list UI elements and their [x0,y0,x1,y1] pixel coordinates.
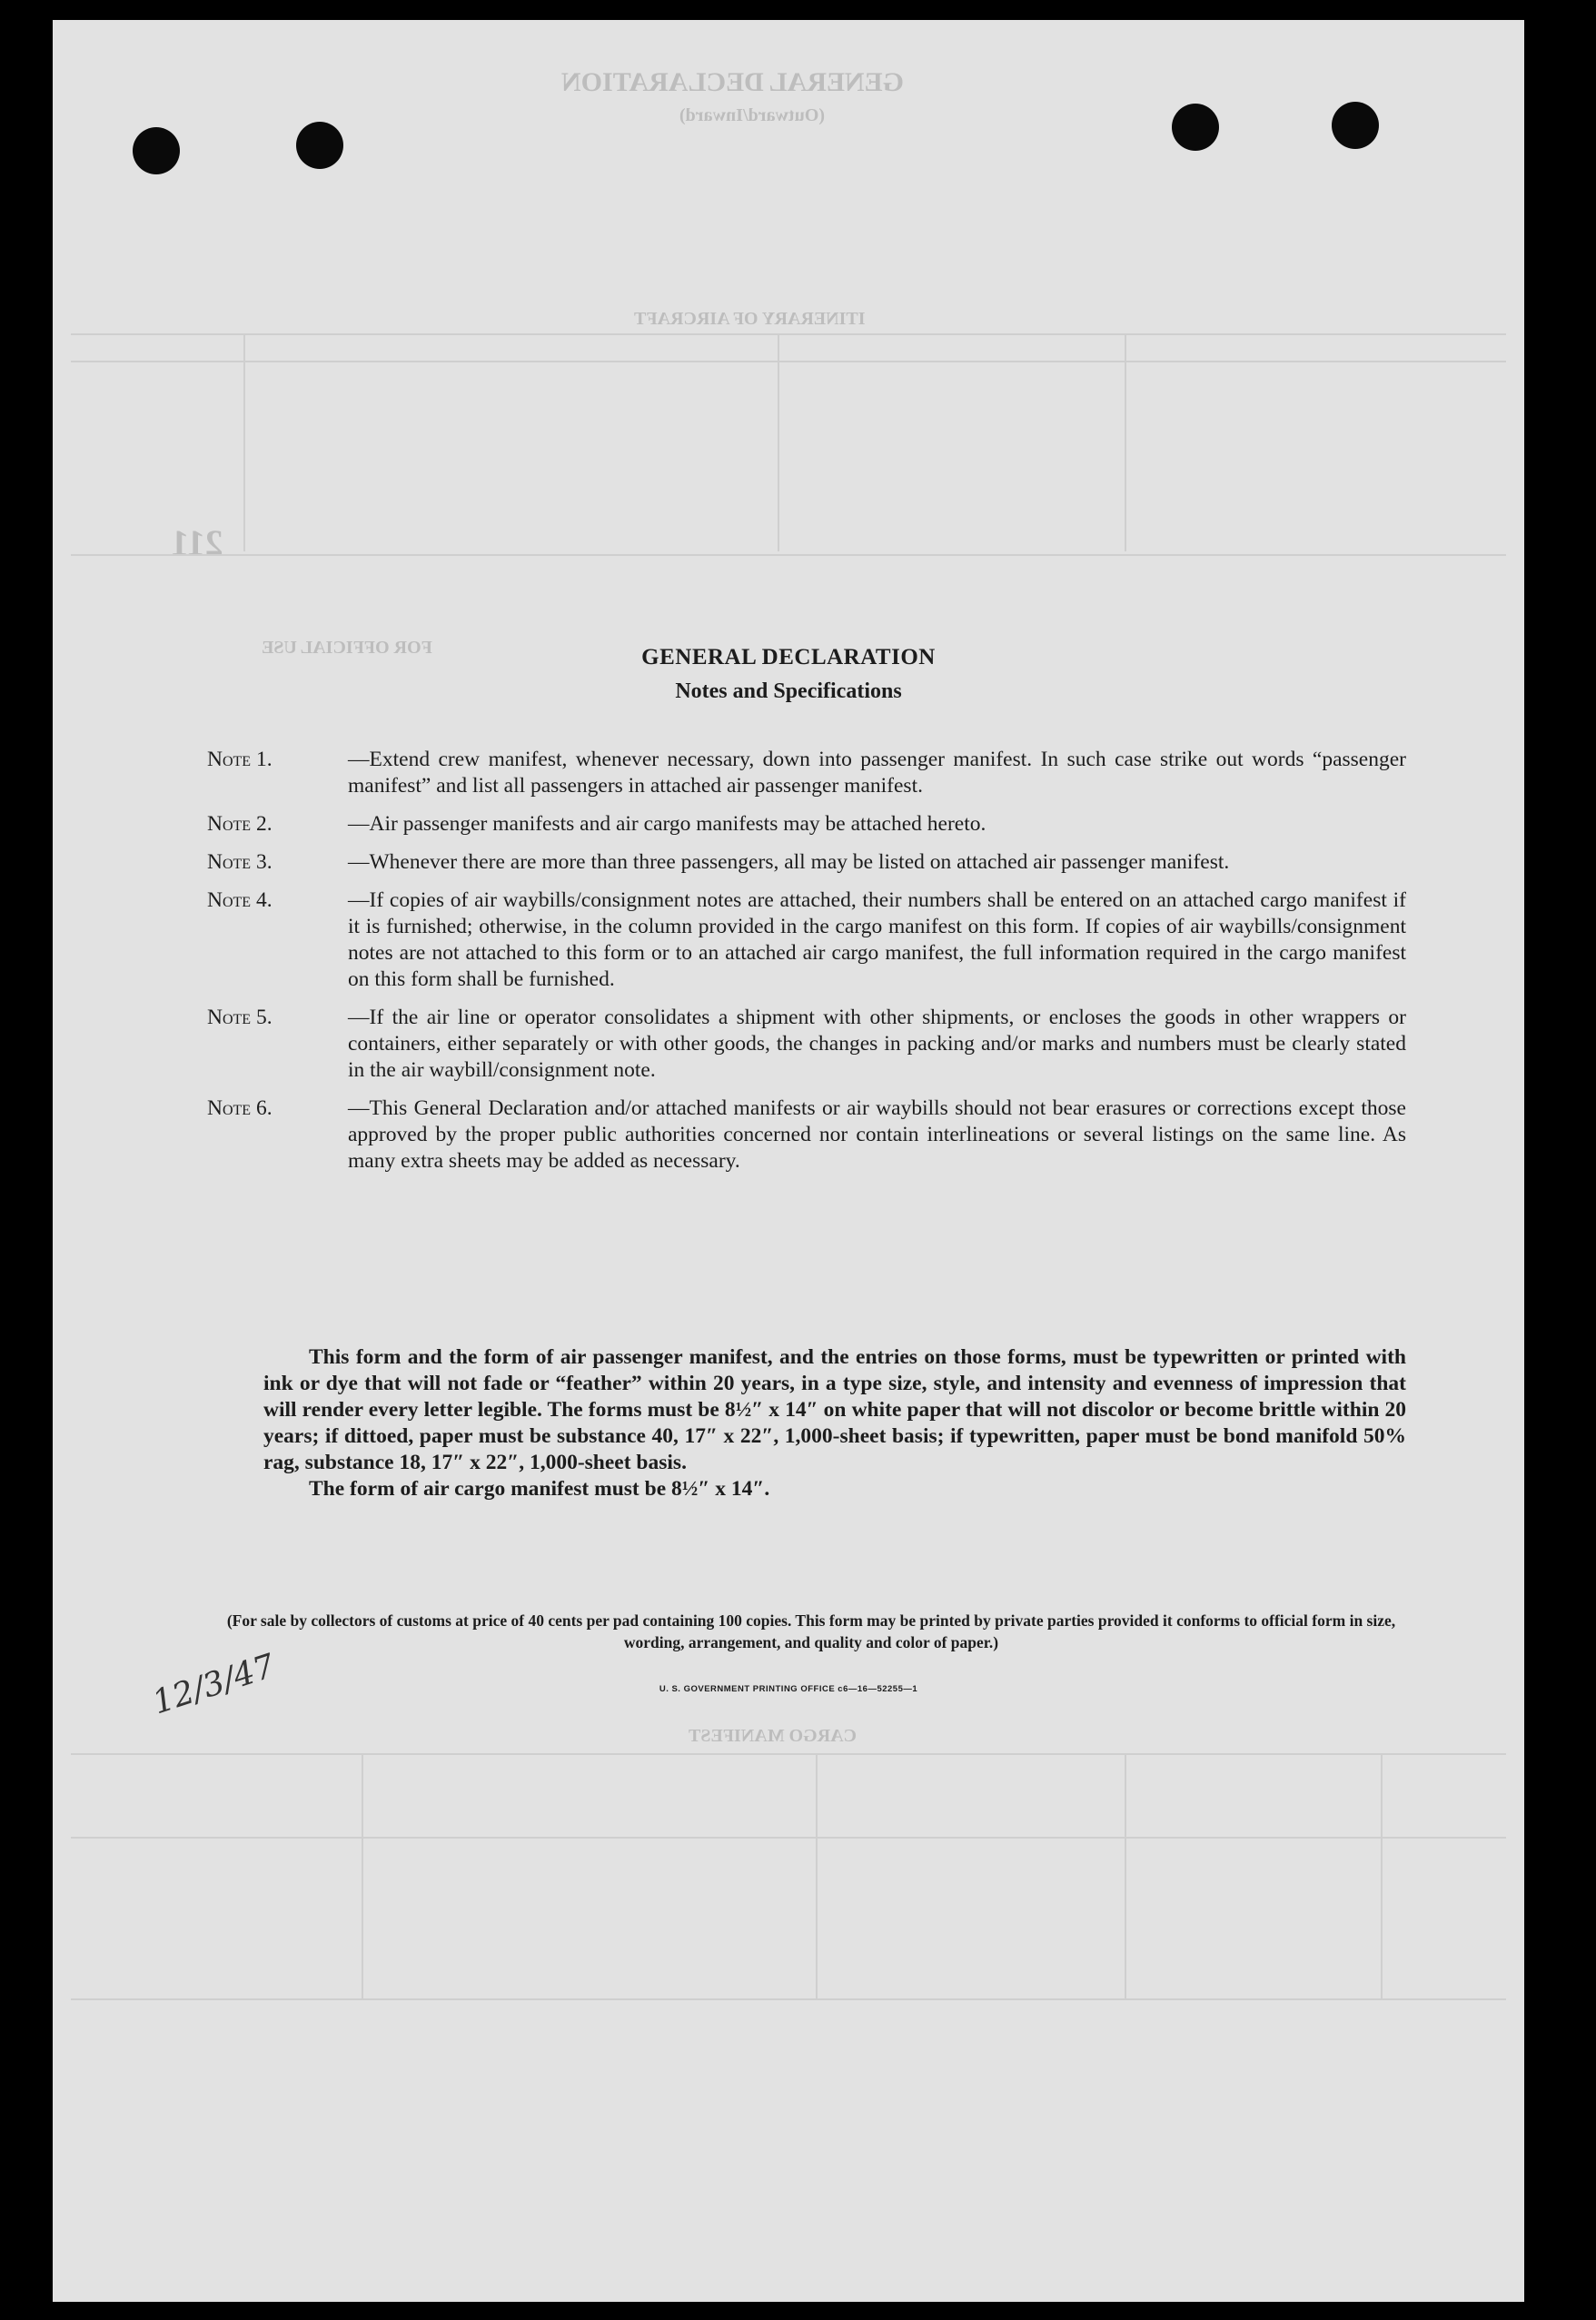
note-text: —If copies of air waybills/consignment notes are attached, their numbers shall be entered on an attached cargo manifest if it is furnished; otherwise, in the column provided in the cargo manifest on this form. If copies of air waybills/consignment notes are not attached to this form or to an attached air cargo manifest, the full information required in the cargo manifest on this form shall be furnished. [348,888,1406,991]
bleed-through-official-use: FOR OFFICIAL USE [262,638,432,658]
bleed-through-header: GENERAL DECLARATION [561,67,905,97]
punch-hole [1332,102,1379,149]
document-title: GENERAL DECLARATION [641,645,936,669]
note-label: Note 5. [207,1006,273,1029]
bleed-through-rule [71,1753,1506,1755]
handwritten-mark: 12/3/47 [148,1647,280,1722]
bleed-through-rule [71,1998,1506,2000]
note-label: Note 1. [207,748,273,771]
note-item [207,747,1406,799]
bleed-through-rule [1125,1753,1126,1998]
bleed-through-rule [1381,1753,1383,1998]
note-item [207,1005,1406,1084]
notes-list [207,747,1406,1186]
note-text: —Extend crew manifest, whenever necessary, down into passenger manifest. In such case strike out words “passenger manifest” and list all passengers in attached air passenger manifest. [348,748,1406,798]
bleed-through-rule [243,333,245,551]
note-item [207,1096,1406,1175]
bleed-through-rule [1125,333,1126,551]
note-label: Note 2. [207,812,273,836]
note-item [207,849,1406,876]
sale-notice: (For sale by collectors of customs at price of 40 cents per pad containing 100 copies. This form may be printed by private parties provided it conforms to official form in size, wording, arrangement, and quality and color of paper.) [226,1611,1396,1651]
document-subtitle: Notes and Specifications [675,679,902,703]
note-text: —Air passenger manifests and air cargo manifests may be attached hereto. [348,812,986,836]
note-text: —This General Declaration and/or attached manifests or air waybills should not bear erasures or corrections except those approved by the proper public authorities concerned nor contain interlineations or several listings on the same line. As many extra sheets may be added as necessary. [348,1096,1406,1173]
punch-hole [1172,104,1219,151]
note-item [207,887,1406,993]
punch-hole [296,122,343,169]
bleed-through-page-number: 211 [171,522,223,563]
bleed-through-rule [362,1753,363,1998]
bleed-through-itinerary: ITINERARY OF AIRCRAFT [634,309,866,329]
note-label: Note 4. [207,888,273,912]
note-label: Note 6. [207,1096,273,1120]
note-text: —Whenever there are more than three passengers, all may be listed on attached air passenger manifest. [348,850,1230,874]
note-text: —If the air line or operator consolidates a shipment with other shipments, or encloses the goods in other wrappers or containers, either separately or with other goods, the changes in packing and/or marks and numbers must be clearly stated in the air waybill/consignment note. [348,1006,1406,1082]
bleed-through-rule [816,1753,818,1998]
document-page [53,20,1524,2302]
specification-paragraph: This form and the form of air passenger manifest, and the entries on those forms, must be typewritten or printed with ink or dye that will not fade or “feather” within 20 years, in a type size, style, and intensity and evenness of impression that will render every letter legible. The forms must be 8½″ x 14″ on white paper that will not discolor or become brittle within 20 years; if dittoed, paper must be substance 40, 17″ x 22″, 1,000-sheet basis; if typewritten, paper must be bond manifold 50% rag, substance 18, 17″ x 22″, 1,000-sheet basis. [263,1345,1406,1474]
specification-section [263,1344,1406,1502]
bleed-through-cargo-manifest: CARGO MANIFEST [689,1726,857,1746]
bleed-through-rule [71,554,1506,556]
bleed-through-rule [71,361,1506,362]
note-item [207,811,1406,838]
bleed-through-subheader: (Outward/Inward) [679,105,826,125]
bleed-through-rule [778,333,779,551]
note-label: Note 3. [207,850,273,874]
bleed-through-rule [71,333,1506,335]
punch-hole [133,127,180,174]
bleed-through-rule [71,1837,1506,1839]
printer-line: U. S. GOVERNMENT PRINTING OFFICE c6—16—52255—1 [659,1684,918,1694]
cargo-manifest-size: The form of air cargo manifest must be 8½″ x 14″. [309,1477,770,1501]
